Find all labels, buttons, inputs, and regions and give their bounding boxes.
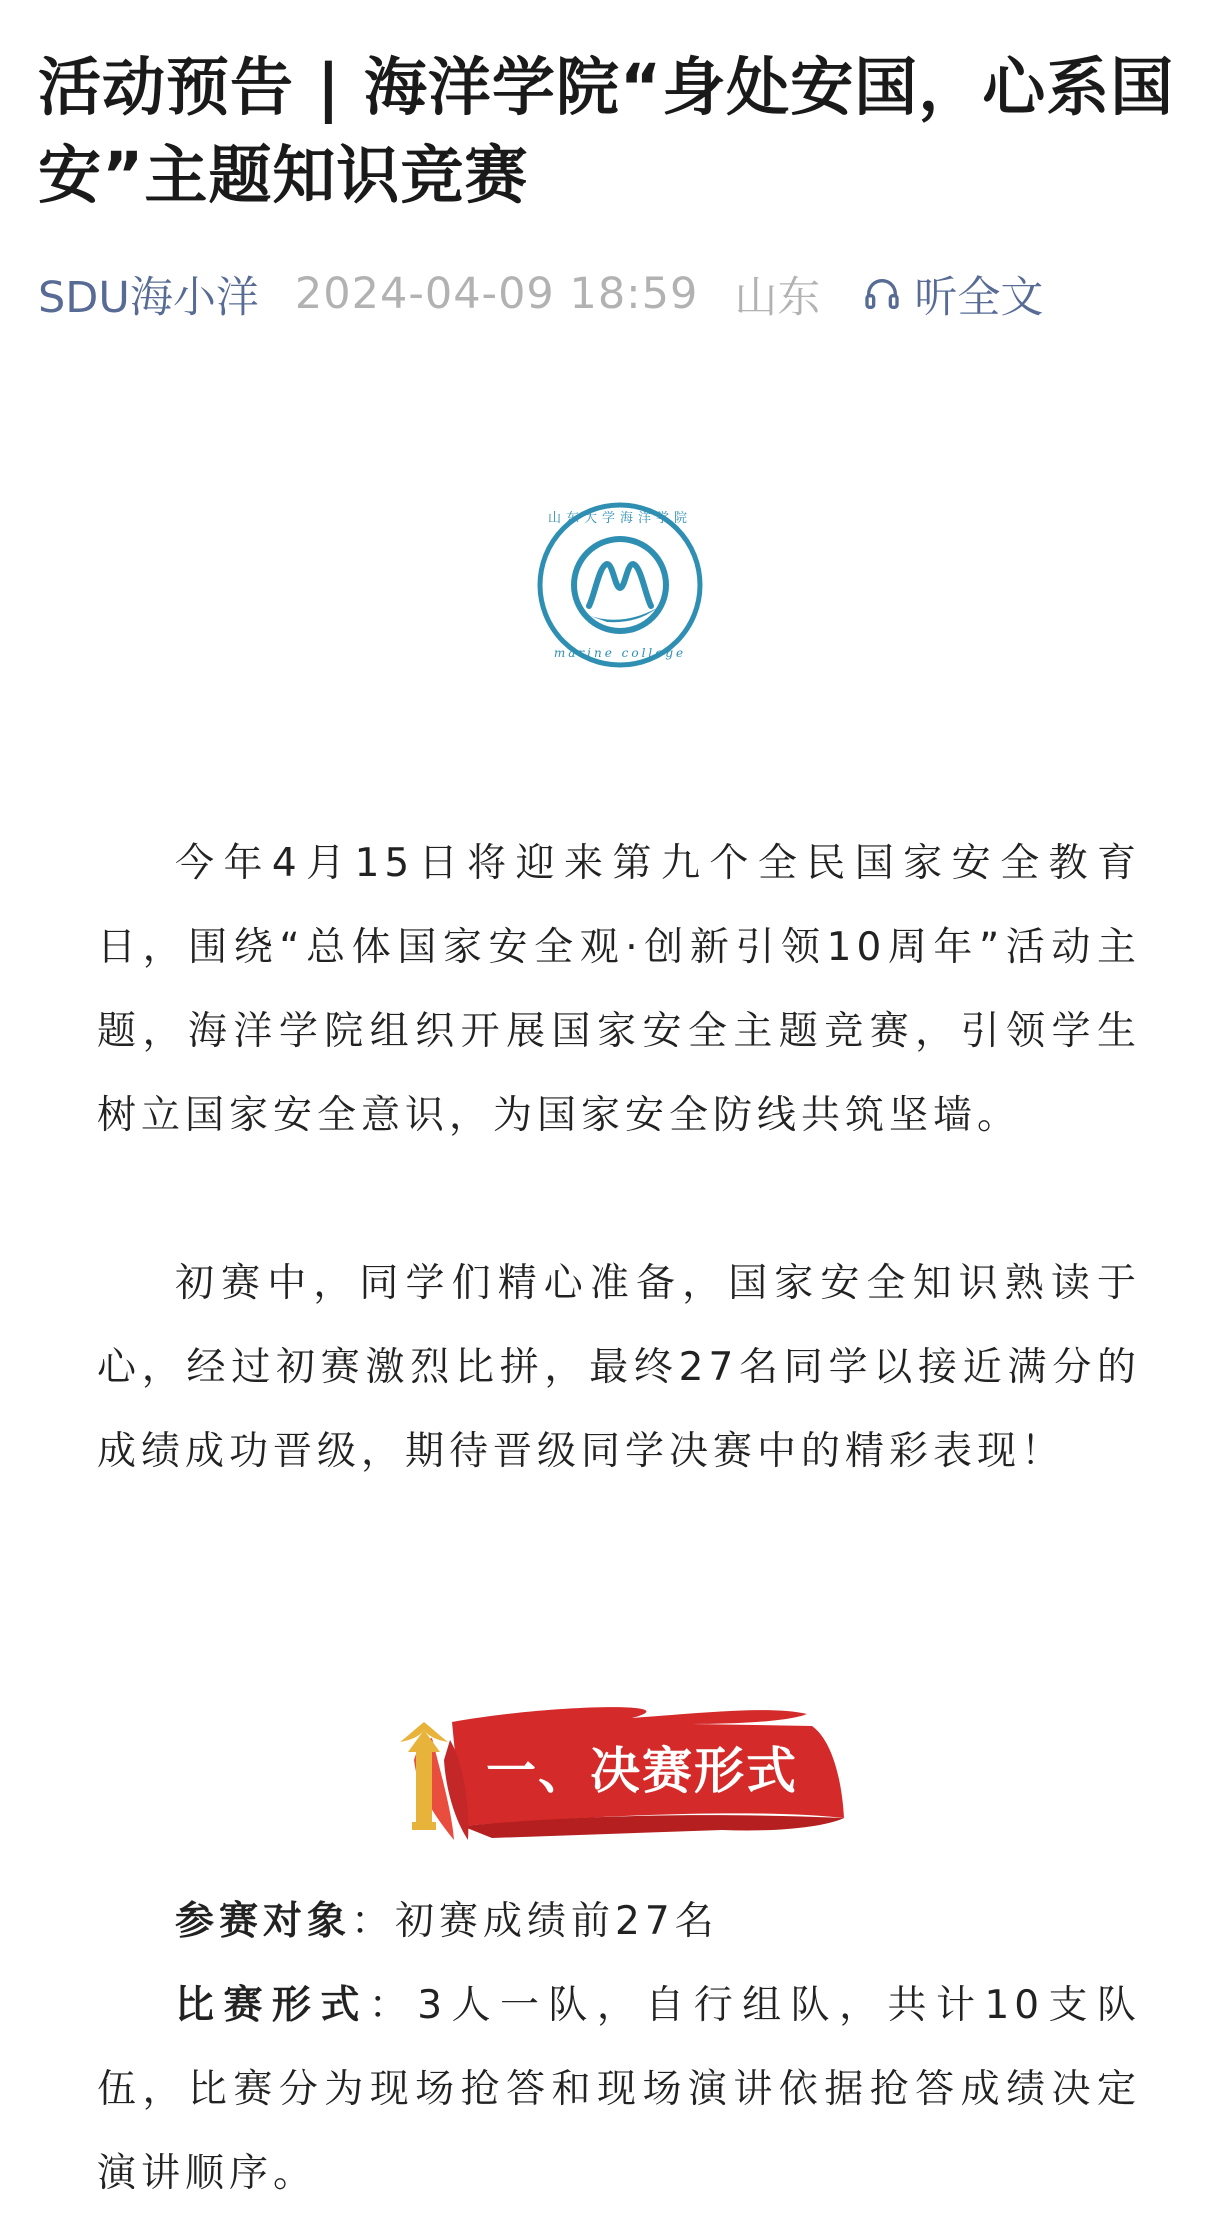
section-heading: 一、决赛形式 — [486, 1742, 798, 1800]
section-banner — [392, 1700, 852, 1845]
headphones-icon — [862, 274, 902, 314]
logo-ring-text-cn: 山东大学海洋学院 — [547, 511, 693, 526]
listen-label: 听全文 — [914, 272, 1044, 323]
logo-ring-text-en: marine college — [553, 646, 687, 660]
author-link[interactable]: SDU海小洋 — [38, 272, 259, 323]
publish-date: 2024-04-09 18:59 — [294, 269, 699, 319]
format-label: 比赛形式 — [175, 1983, 369, 2028]
participants-label: 参赛对象 — [175, 1899, 352, 1944]
marine-college-logo — [537, 502, 703, 668]
format-line — [97, 1964, 1141, 2216]
participants-line — [97, 1880, 1141, 1964]
body-paragraph-2: 初赛中，同学们精心准备，国家安全知识熟读于心，经过初赛激烈比拼，最终27名同学以接近满分的成绩成功晋级，期待晋级同学决赛中的精彩表现！ — [97, 1261, 1141, 1474]
participants-value: ：初赛成绩前27名 — [351, 1899, 719, 1944]
format-value: ：3人一队，自行组队，共计10支队伍，比赛分为现场抢答和现场演讲依据抢答成绩决定演讲顺序。 — [97, 1983, 1141, 2196]
article-title: 活动预告 | 海洋学院“身处安国，心系国安”主题知识竞赛 — [38, 51, 1175, 212]
article-meta — [38, 262, 1043, 326]
body-paragraph-1: 今年4月15日将迎来第九个全民国家安全教育日，围绕“总体国家安全观·创新引领10周年”活动主题，海洋学院组织开展国家安全主题竞赛，引领学生树立国家安全意识，为国家安全防线共筑坚墙。 — [97, 841, 1141, 1138]
listen-button[interactable] — [862, 264, 1043, 325]
publish-region: 山东 — [734, 272, 821, 323]
